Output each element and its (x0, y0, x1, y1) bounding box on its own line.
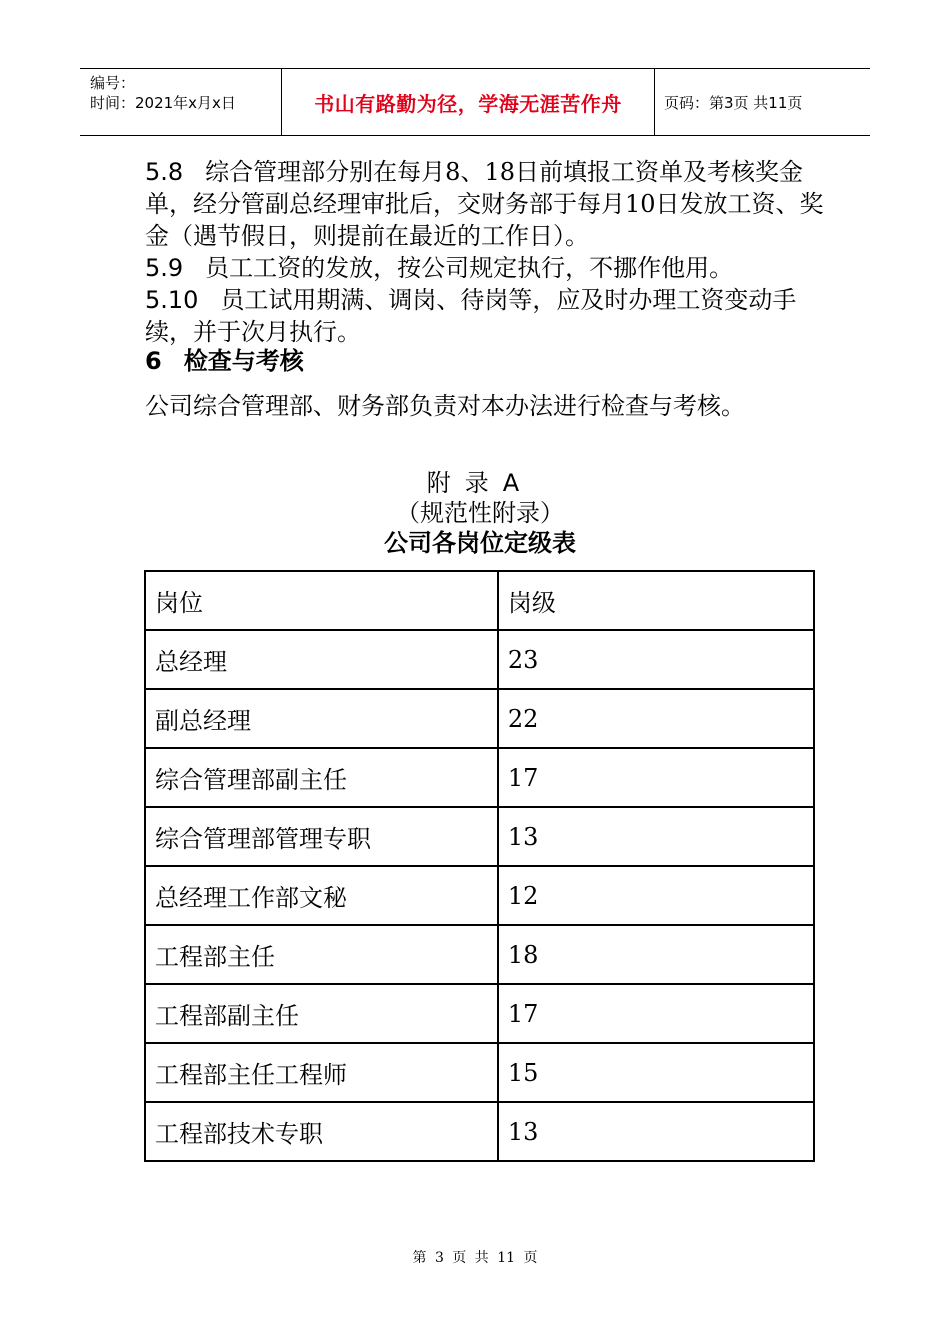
table-row (145, 925, 814, 984)
appendix-title: 附录A (426, 469, 534, 497)
position-cell: 工程部副主任 (145, 984, 498, 1043)
appendix-subtitle: （规范性附录） (396, 499, 564, 527)
table-row (145, 748, 814, 807)
clause-text: 员工试用期满、调岗、待岗等，应及时办理工资变动手续，并于次月执行。 (145, 286, 797, 346)
grade-cell: 13 (498, 807, 814, 866)
position-cell: 综合管理部管理专职 (145, 807, 498, 866)
header-meta (90, 73, 236, 113)
clause-text: 员工工资的发放，按公司规定执行，不挪作他用。 (205, 254, 734, 282)
table-header-cell: 岗位 (145, 571, 498, 630)
clause-text: 综合管理部分别在每月8、18日前填报工资单及考核奖金单，经分管副总经理审批后，交财务部于每月10日发放工资、奖金（遇节假日，则提前在最近的工作日）。 (145, 158, 824, 250)
table-row (145, 807, 814, 866)
table-row (145, 630, 814, 689)
position-cell: 综合管理部副主任 (145, 748, 498, 807)
position-cell: 工程部技术专职 (145, 1102, 498, 1161)
grade-cell: 23 (498, 630, 814, 689)
section-title: 检查与考核 (183, 347, 304, 375)
grade-cell: 13 (498, 1102, 814, 1161)
clause-number: 5.10 (145, 286, 199, 314)
clause-5-8 (145, 156, 825, 252)
table-row (145, 1102, 814, 1161)
clause-5-9 (145, 252, 825, 284)
grade-cell: 17 (498, 984, 814, 1043)
position-cell: 总经理 (145, 630, 498, 689)
position-cell: 工程部主任工程师 (145, 1043, 498, 1102)
section-number: 6 (145, 347, 162, 375)
grade-cell: 12 (498, 866, 814, 925)
grade-cell: 18 (498, 925, 814, 984)
clause-number: 5.9 (145, 254, 184, 282)
page-header (80, 68, 870, 136)
clause-5-10 (145, 284, 825, 348)
grade-cell: 22 (498, 689, 814, 748)
position-grade-table (144, 570, 815, 1162)
position-cell: 工程部主任 (145, 925, 498, 984)
header-page-info: 页码：第3页 共11页 (664, 94, 803, 112)
header-divider (654, 69, 655, 136)
table-row (145, 984, 814, 1043)
document-number-label: 编号： (90, 74, 136, 92)
grade-cell: 15 (498, 1043, 814, 1102)
clauses-block (145, 156, 825, 348)
position-cell: 总经理工作部文秘 (145, 866, 498, 925)
section-6-heading (145, 345, 304, 377)
table-header-row (145, 571, 814, 630)
header-slogan: 书山有路勤为径，学海无涯苦作舟 (314, 92, 622, 116)
section-6-body: 公司综合管理部、财务部负责对本办法进行检查与考核。 (145, 392, 745, 420)
table-row (145, 1043, 814, 1102)
clause-number: 5.8 (145, 158, 184, 186)
table-header-cell: 岗级 (498, 571, 814, 630)
document-date: 时间：2021年x月x日 (90, 94, 236, 112)
grade-cell: 17 (498, 748, 814, 807)
table-title: 公司各岗位定级表 (384, 529, 576, 557)
table-row (145, 689, 814, 748)
table-row (145, 866, 814, 925)
position-cell: 副总经理 (145, 689, 498, 748)
page-footer: 第 3 页 共 11 页 (412, 1250, 538, 1266)
